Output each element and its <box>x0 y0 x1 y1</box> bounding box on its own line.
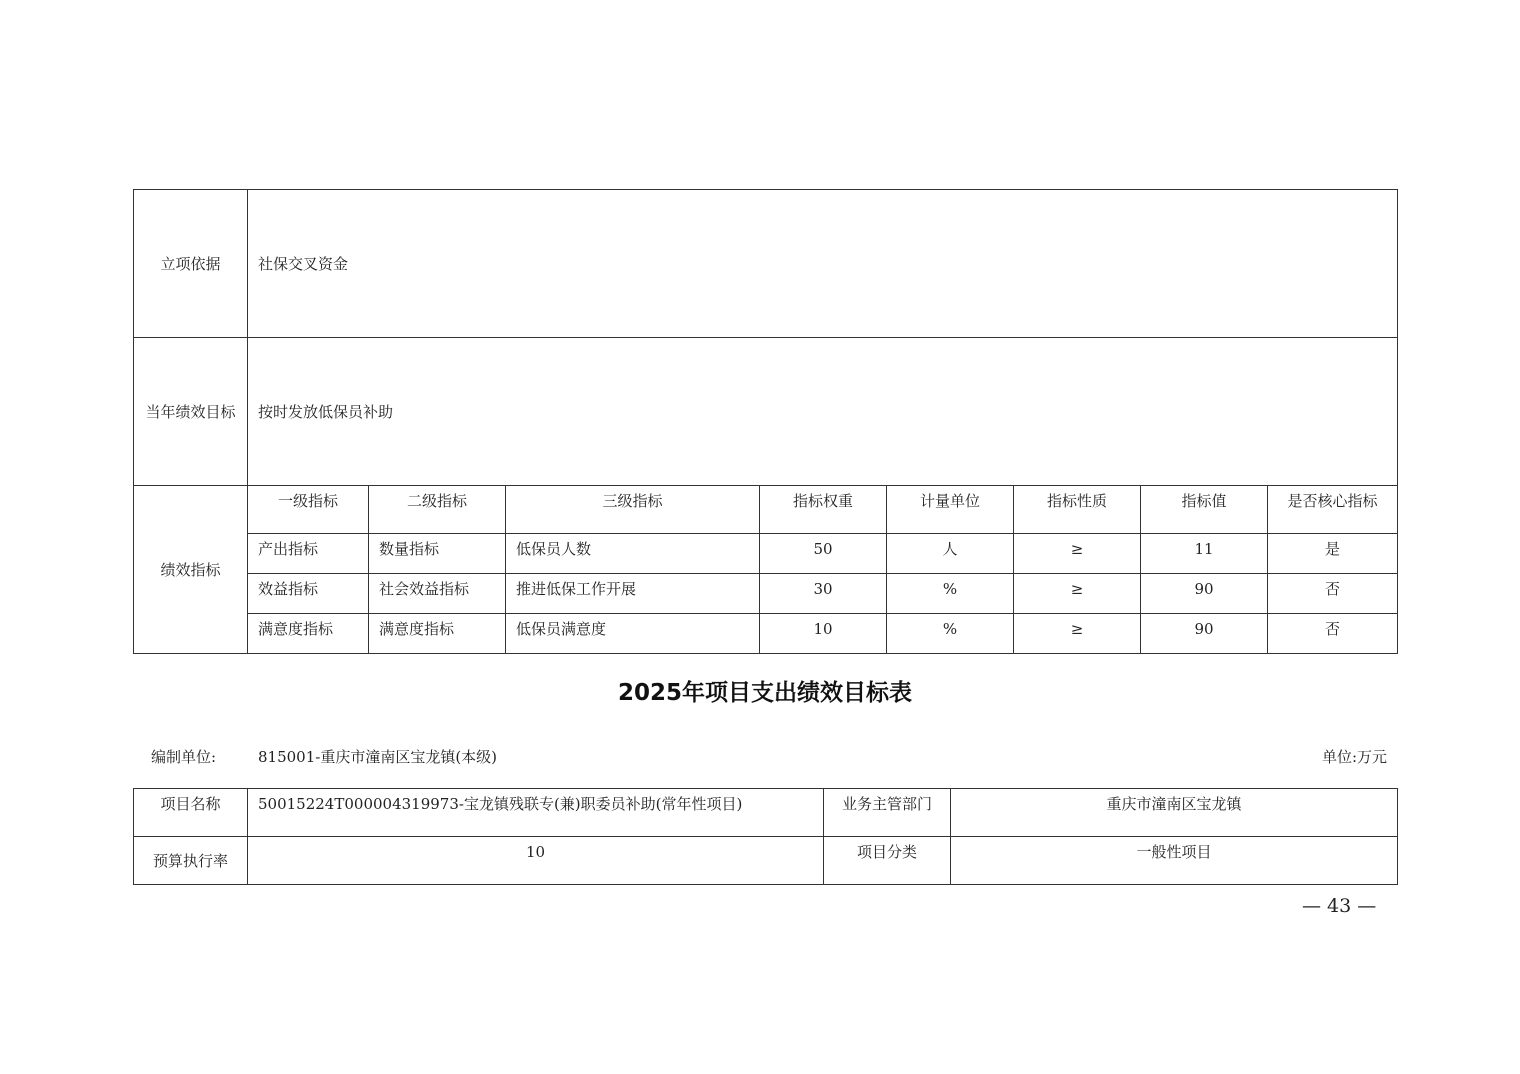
cell-value: 11 <box>1141 534 1268 574</box>
exec-rate-row <box>134 837 1398 885</box>
basis-value: 社保交叉资金 <box>248 190 1398 338</box>
cell-level3: 推进低保工作开展 <box>506 574 760 614</box>
cell-level2: 社会效益指标 <box>369 574 506 614</box>
indicator-label: 绩效指标 <box>134 486 248 654</box>
table-row <box>134 614 1398 654</box>
project-name-value: 50015224T000004319973-宝龙镇残联专(兼)职委员补助(常年性项目) <box>248 789 824 837</box>
cell-unit: % <box>887 614 1014 654</box>
section-title: 2025年项目支出绩效目标表 <box>617 680 912 706</box>
exec-rate-value: 10 <box>248 837 824 885</box>
exec-rate-label: 预算执行率 <box>134 837 248 885</box>
cell-level1: 效益指标 <box>248 574 369 614</box>
cell-weight: 30 <box>760 574 887 614</box>
goal-row <box>134 338 1398 486</box>
performance-target-table-upper <box>133 189 1398 654</box>
goal-label-text: 当年绩效目标 <box>145 402 236 421</box>
org-value: 815001-重庆市潼南区宝龙镇(本级) <box>258 748 498 766</box>
header-value: 指标值 <box>1141 486 1268 534</box>
cell-core: 否 <box>1268 574 1398 614</box>
header-level1: 一级指标 <box>248 486 369 534</box>
header-unit: 计量单位 <box>887 486 1014 534</box>
cell-core: 否 <box>1268 614 1398 654</box>
page-number: — 43 — <box>1302 895 1377 917</box>
header-level2: 二级指标 <box>369 486 506 534</box>
cell-level3: 低保员人数 <box>506 534 760 574</box>
cell-level2: 数量指标 <box>369 534 506 574</box>
cell-nature: ≥ <box>1014 574 1141 614</box>
category-label: 项目分类 <box>824 837 951 885</box>
header-level3: 三级指标 <box>506 486 760 534</box>
header-core: 是否核心指标 <box>1268 486 1398 534</box>
table-row <box>134 534 1398 574</box>
cell-unit: % <box>887 574 1014 614</box>
goal-label <box>134 338 248 486</box>
cell-weight: 50 <box>760 534 887 574</box>
cell-level3: 低保员满意度 <box>506 614 760 654</box>
cell-value: 90 <box>1141 614 1268 654</box>
cell-nature: ≥ <box>1014 614 1141 654</box>
header-nature: 指标性质 <box>1014 486 1141 534</box>
cell-level2: 满意度指标 <box>369 614 506 654</box>
project-name-label: 项目名称 <box>134 789 248 837</box>
org-label: 编制单位: <box>151 748 217 766</box>
goal-value: 按时发放低保员补助 <box>248 338 1398 486</box>
table-row <box>134 574 1398 614</box>
dept-label: 业务主管部门 <box>824 789 951 837</box>
project-info-table <box>133 788 1398 885</box>
dept-value: 重庆市潼南区宝龙镇 <box>951 789 1398 837</box>
basis-row <box>134 190 1398 338</box>
basis-label: 立项依据 <box>134 190 248 338</box>
cell-value: 90 <box>1141 574 1268 614</box>
unit-label: 单位:万元 <box>1321 748 1387 766</box>
cell-level1: 满意度指标 <box>248 614 369 654</box>
cell-weight: 10 <box>760 614 887 654</box>
cell-nature: ≥ <box>1014 534 1141 574</box>
project-name-row <box>134 789 1398 837</box>
header-weight: 指标权重 <box>760 486 887 534</box>
indicator-header-row <box>134 486 1398 534</box>
cell-level1: 产出指标 <box>248 534 369 574</box>
cell-unit: 人 <box>887 534 1014 574</box>
category-value: 一般性项目 <box>951 837 1398 885</box>
cell-core: 是 <box>1268 534 1398 574</box>
